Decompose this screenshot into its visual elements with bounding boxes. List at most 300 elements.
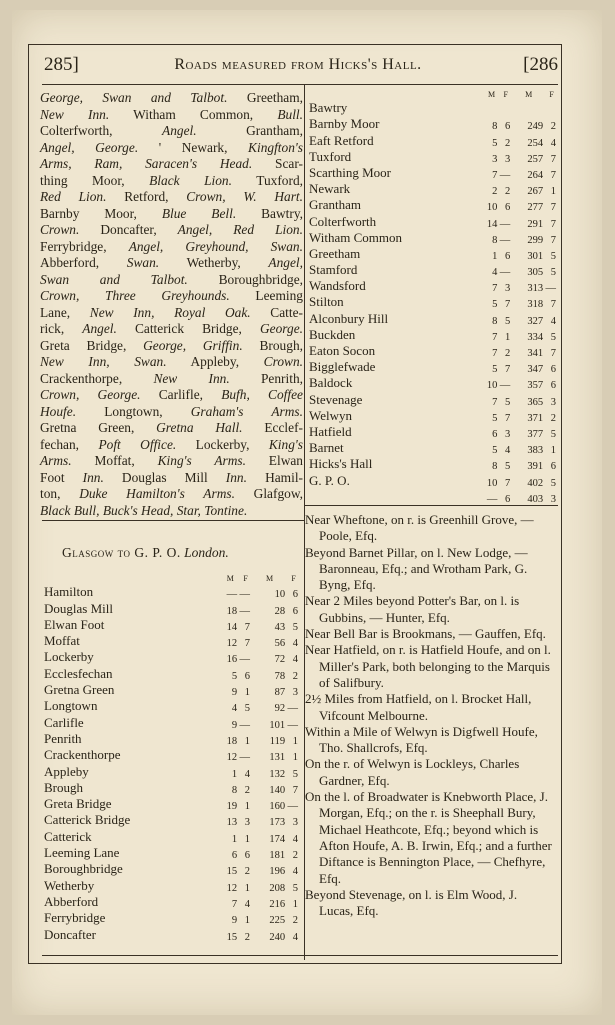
distance-value: 2 (504, 186, 511, 198)
distance-value: 4 (231, 703, 238, 715)
distance-value: 5 (492, 364, 498, 376)
distance-value: — (226, 589, 238, 601)
table-row (309, 181, 558, 197)
seat-note: 2½ Miles from Hatfield, on l. Brocket Hall, Vifcount Melbourne. (305, 691, 532, 723)
distance-value: 403 (527, 493, 544, 505)
inns-text: Swan and Talbot. (40, 271, 188, 287)
inns-text: Carlifle, (140, 387, 222, 402)
column-header: M (525, 89, 533, 99)
table-row (44, 584, 300, 600)
distance-value: 5 (504, 315, 511, 327)
distance-value: 264 (527, 169, 544, 181)
inns-line (40, 222, 303, 239)
distance-value: 18 (226, 605, 238, 617)
column-header: M (488, 89, 496, 99)
distance-value: 2 (244, 931, 250, 943)
inns-text: Kingfton's (248, 139, 303, 155)
table-row (309, 424, 558, 440)
table-row (309, 343, 558, 359)
table-row (44, 796, 300, 812)
place-name: Witham Common (309, 229, 402, 245)
distance-value: 7 (504, 364, 511, 376)
distance-value: 299 (527, 234, 544, 246)
distance-value: 208 (269, 882, 286, 894)
table-row (44, 763, 300, 779)
distance-value: 257 (527, 153, 544, 165)
distance-value: 5 (550, 428, 556, 440)
distance-value: 3 (550, 396, 556, 408)
inns-text: George. (260, 321, 304, 336)
distance-value: 10 (486, 202, 498, 214)
inns-text: King's (268, 436, 303, 452)
distance-value: — (287, 703, 298, 715)
distance-value: 5 (492, 137, 498, 149)
table-row (309, 116, 558, 132)
place-name: Catterick Bridge (44, 812, 131, 828)
inns-text: Blue Bell. (161, 205, 237, 221)
distance-value: 5 (504, 461, 511, 473)
inns-text: Inn. (82, 469, 104, 485)
inns-text: Angel. (162, 123, 197, 138)
distance-value: 2 (244, 866, 250, 878)
inns-line (40, 173, 303, 190)
distance-value: 7 (550, 153, 556, 165)
distance-value: 318 (527, 299, 544, 311)
distance-value: 3 (292, 817, 298, 829)
inns-line (40, 387, 303, 404)
inns-text: George, Griffin. (143, 337, 243, 353)
distance-value: 301 (527, 250, 544, 262)
place-name: Leeming Lane (44, 845, 120, 861)
distance-value: 72 (274, 654, 286, 666)
inns-text: Arms, Ram, Saracen's Head. (40, 156, 253, 171)
distance-value: 7 (550, 299, 556, 311)
distance-value (499, 100, 512, 116)
table-row (44, 633, 300, 649)
distance-value: 1 (492, 250, 498, 262)
distance-value: 131 (269, 752, 286, 764)
distance-value: — (499, 234, 511, 246)
distance-value: 181 (269, 850, 286, 862)
inns-text: Foot (40, 469, 83, 485)
distance-value: 1 (231, 833, 238, 845)
inns-text: Glafgow, (234, 486, 303, 501)
distance-value: 173 (269, 817, 286, 829)
seat-note: Beyond Stevenage, on l. is Elm Wood, J. Lucas, Efq. (305, 886, 518, 919)
distance-value: 6 (244, 670, 250, 682)
inns-text: Black Bull, Buck's Head, Star, Tontine. (40, 502, 248, 518)
distance-value: 2 (292, 850, 298, 862)
distance-value: 119 (269, 735, 286, 747)
inns-text: Douglas Mill (103, 469, 226, 485)
inns-text: Brough, (242, 337, 303, 353)
inns-line (40, 354, 303, 371)
page-number-left: 285] (44, 54, 79, 75)
place-name: Newark (309, 181, 351, 197)
distance-value: 4 (292, 654, 298, 666)
distance-value: 3 (244, 817, 250, 829)
seats-notes (305, 512, 553, 919)
place-name: Catterick (44, 828, 92, 844)
distance-value: — (499, 169, 511, 181)
table-row (309, 294, 558, 310)
seat-note: Near Wheftone, on r. is Greenhill Grove, — Poole, Efq. (305, 512, 534, 544)
distance-value: 8 (231, 784, 238, 796)
inns-text: Angel, George. (40, 139, 139, 155)
inns-line (40, 470, 303, 487)
header-rule (42, 84, 558, 85)
inns-text: Gretna Green, (40, 420, 157, 435)
distance-value: 15 (226, 866, 238, 878)
inns-text: Retford, (106, 189, 187, 204)
distance-value: 6 (504, 493, 511, 505)
distance-value: 327 (527, 315, 544, 327)
table-row (309, 310, 558, 326)
distance-value: 313 (527, 283, 544, 295)
inns-text: Ferrybridge, (40, 238, 129, 254)
distance-value: 87 (274, 687, 286, 699)
place-name: Ferrybridge (44, 910, 106, 926)
column-header: F (503, 89, 508, 99)
distance-value: 5 (492, 445, 498, 457)
table-row (309, 230, 558, 246)
distance-value: 7 (231, 898, 238, 910)
table-header-row (44, 572, 300, 584)
inns-text: Boroughbridge, (187, 271, 303, 287)
distance-value: 1 (292, 735, 298, 747)
inns-text: Hamil- (246, 469, 303, 485)
distance-value: 2 (550, 121, 556, 133)
inns-line (40, 140, 303, 157)
place-name: Hamilton (44, 584, 94, 600)
distance-value: 4 (292, 833, 298, 845)
table-row (309, 408, 558, 424)
place-name: Douglas Mill (44, 600, 113, 616)
place-name: Ecclesfechan (44, 665, 113, 681)
table-row (44, 780, 300, 796)
place-name: Boroughbridge (44, 861, 123, 877)
inns-line (40, 404, 303, 421)
inns-text: Witham Common, (109, 106, 278, 122)
column-header: F (291, 573, 296, 583)
distance-value: 92 (274, 703, 286, 715)
distance-value: 347 (527, 364, 544, 376)
place-name: Lockerby (44, 649, 94, 665)
distance-value: 7 (244, 621, 250, 633)
distance-value: 1 (244, 735, 250, 747)
distance-value: 334 (527, 331, 544, 343)
distance-value: 19 (226, 801, 238, 813)
place-name: Greta Bridge (44, 796, 112, 812)
inns-line (40, 189, 303, 206)
distance-value: 4 (292, 638, 298, 650)
distance-value: 291 (527, 218, 544, 230)
seat-note: Near Hatfield, on r. is Hatfield Houfe, and on l. Miller's Park, both belonging to the Marquis of Salifbury. (305, 642, 551, 690)
distance-value: 225 (269, 915, 286, 927)
inns-text: Bufh, Coffee (221, 387, 303, 402)
table-row (309, 391, 558, 407)
inns-text: Crown. (263, 354, 303, 369)
inns-text: Angel, Red Lion. (177, 222, 303, 237)
inns-text: Houfe. (40, 403, 77, 419)
distance-value: 7 (492, 396, 498, 408)
table-row (44, 877, 300, 893)
place-name: Brough (44, 779, 83, 795)
place-name: Barnet (309, 440, 344, 456)
distance-value: 383 (527, 445, 544, 457)
inns-text: ton, (40, 486, 80, 501)
distance-value: — (239, 589, 250, 601)
table-row (309, 456, 558, 472)
inns-text: New Inn. (153, 370, 230, 386)
inns-text: Bawtry, (236, 205, 303, 221)
inns-text: Tuxford, (231, 172, 303, 188)
distance-value: 6 (550, 364, 556, 376)
seat-note: On the l. of Broadwater is Knebworth Place, J. Morgan, Efq.; on the r. is Sheephall Bury, Michael Heathcote, Efq.; beyond which is Afton Houfe, A. B. Irwin, Efq.; and a further Diftance is Bennington Place, — Chefhyre, Efq. (305, 789, 552, 886)
inns-text: George, Swan and Talbot. (40, 90, 228, 105)
place-name: Stevenage (309, 391, 363, 407)
inns-text: Catterick Bridge, (116, 321, 260, 336)
table-row (44, 926, 300, 942)
table-row (44, 845, 300, 861)
distance-value: 7 (492, 348, 498, 359)
place-name: Alconbury Hill (309, 310, 389, 326)
section-rule (42, 520, 304, 521)
distance-value: 13 (226, 817, 238, 829)
inns-text: Barnby Moor, (40, 205, 162, 221)
distance-value: 160 (269, 801, 286, 813)
inns-text: Moffat, (71, 453, 158, 468)
table-row (44, 828, 300, 844)
distance-value: 1 (292, 752, 298, 764)
inns-text: Inn. (225, 469, 247, 485)
distance-value: 14 (226, 621, 238, 633)
distance-value: 5 (292, 768, 298, 780)
inns-line (40, 371, 303, 388)
place-name: Hicks's Hall (309, 456, 373, 472)
distance-value: 6 (244, 850, 250, 862)
distance-value: 7 (550, 202, 556, 214)
distance-value: 391 (527, 461, 544, 473)
place-name: Gretna Green (44, 682, 115, 698)
inns-line (40, 123, 303, 140)
distance-value: 3 (504, 428, 511, 440)
distance-value: 254 (527, 137, 544, 149)
distance-value: 7 (504, 477, 511, 489)
inns-text: Arms. (40, 453, 72, 468)
inns-text: Doncafter, (79, 222, 178, 237)
distance-value: 10 (274, 589, 286, 601)
inns-line (40, 437, 303, 454)
distance-value (484, 100, 499, 116)
seat-note: Near 2 Miles beyond Potter's Bar, on l. is Gubbins, — Hunter, Efq. (305, 593, 520, 625)
distance-value: 7 (504, 412, 511, 424)
distance-value: 5 (244, 703, 250, 715)
column-header: M (226, 573, 234, 583)
place-name: Longtown (44, 698, 98, 714)
distance-value: 4 (292, 866, 298, 878)
table-row (44, 747, 300, 763)
distance-value: 3 (504, 283, 511, 295)
distance-value: 7 (550, 169, 556, 181)
distance-value: 277 (527, 202, 544, 214)
distance-value: 132 (269, 768, 286, 780)
table-row (309, 165, 558, 181)
distance-value: 5 (292, 621, 298, 633)
inns-text: Longtown, (76, 403, 191, 419)
table-row (44, 649, 300, 665)
table-row (44, 910, 300, 926)
inns-text: Graham's Arms. (190, 403, 303, 419)
place-name: Wandsford (309, 278, 366, 294)
distance-value: 7 (244, 638, 250, 650)
distance-value: 15 (226, 931, 238, 943)
column-header: F (549, 89, 554, 99)
distance-value: 7 (492, 169, 498, 181)
inns-text: Gretna Hall. (156, 420, 243, 435)
distance-value: 1 (244, 882, 250, 894)
seat-note: Beyond Barnet Pillar, on l. New Lodge, — Baronneau, Efq.; and Wrotham Park, G. Byng, Efq. (305, 544, 528, 593)
inns-text: Abberford, (40, 255, 127, 270)
distance-value (512, 100, 545, 116)
page-number-right: [286 (523, 54, 558, 75)
inns-text: Bull. (277, 106, 303, 122)
distance-value: 5 (550, 250, 556, 262)
inns-line (40, 288, 303, 305)
inns-text: Crown, Three Greyhounds. (40, 288, 230, 303)
inns-text: Ecclef- (242, 420, 303, 435)
distance-value: 174 (269, 833, 286, 845)
distance-value: 249 (527, 121, 544, 133)
place-name: Abberford (44, 893, 99, 909)
inns-text: Swan. (126, 255, 160, 270)
place-name (309, 489, 484, 505)
inns-line (40, 90, 303, 107)
distance-value: 18 (226, 735, 238, 747)
distance-value: 7 (550, 218, 556, 230)
distance-value: — (499, 267, 511, 279)
seat-note: Near Bell Bar is Brookmans, — Gauffen, Efq. (305, 626, 546, 642)
table-row (44, 714, 300, 730)
glasgow-section-title: Glasgow to G. P. O. London. (62, 545, 229, 560)
distance-value: 1 (231, 768, 238, 780)
distance-value: 1 (550, 445, 556, 457)
distance-value: 4 (492, 267, 498, 279)
inns-text: Appleby, (166, 354, 264, 369)
distance-value: 6 (504, 250, 511, 262)
distance-value: 6 (550, 461, 556, 473)
distance-value: 9 (231, 687, 238, 699)
distance-value: 357 (527, 380, 544, 392)
distance-value: 7 (550, 348, 556, 359)
distance-value: 101 (269, 719, 286, 731)
page-title: Roads measured from Hicks's Hall. (174, 56, 422, 73)
distance-value: 7 (504, 299, 511, 311)
table-row (309, 375, 558, 391)
distance-value: 4 (504, 445, 511, 457)
table-row (309, 100, 558, 116)
place-name: Colterfworth (309, 213, 377, 229)
distance-value: 6 (492, 428, 498, 440)
distance-value: 2 (550, 412, 556, 424)
inns-text: Angel, Greyhound, Swan. (128, 238, 303, 254)
distance-value: 4 (550, 315, 556, 327)
distance-value: 8 (492, 315, 498, 327)
distance-value: 7 (292, 784, 298, 796)
distance-value: — (287, 801, 298, 813)
distance-value: 6 (231, 850, 238, 862)
distance-value: 365 (527, 396, 544, 408)
inns-text: New Inn, Royal Oak. (89, 304, 251, 320)
inns-line (40, 486, 303, 503)
distance-value: 341 (527, 348, 544, 359)
distance-value: 5 (550, 477, 556, 489)
place-name: Barnby Moor (309, 116, 380, 132)
table-row (309, 489, 558, 505)
table-row (44, 617, 300, 633)
inns-text: Penrith, (229, 370, 303, 386)
table-row (309, 278, 558, 294)
place-name: Eaft Retford (309, 132, 374, 148)
table-row (44, 682, 300, 698)
table-row (309, 132, 558, 148)
table-row (309, 327, 558, 343)
distance-value: 2 (504, 137, 511, 149)
place-name: Crackenthorpe (44, 747, 121, 763)
place-name: Wetherby (44, 877, 95, 893)
distance-value: 43 (274, 621, 286, 633)
distance-value: 7 (550, 234, 556, 246)
inns-text: thing Moor, (40, 172, 150, 188)
place-name: Welwyn (309, 407, 352, 423)
distance-value: 4 (292, 931, 298, 943)
distance-value: 216 (269, 898, 286, 910)
distance-value: 12 (226, 882, 238, 894)
place-name: G. P. O. (309, 472, 350, 488)
inns-line (40, 453, 303, 470)
place-name: Hatfield (309, 423, 352, 439)
distance-value: 6 (504, 202, 511, 214)
distance-value: 9 (231, 915, 238, 927)
inns-text: rick, (40, 321, 83, 336)
table-row (44, 665, 300, 681)
table-header-row (309, 88, 558, 100)
inns-paragraph (40, 90, 303, 519)
distance-value: 1 (244, 915, 250, 927)
inns-text: Crown, George. (40, 387, 141, 402)
inns-line (40, 503, 303, 520)
distance-value: 7 (492, 283, 498, 295)
inns-text: Crackenthorpe, (40, 370, 154, 386)
inns-line (40, 107, 303, 124)
distance-value: 3 (292, 687, 298, 699)
distance-value: 5 (292, 882, 298, 894)
place-name: Moffat (44, 633, 80, 649)
distance-value: 1 (550, 186, 556, 198)
distance-value: 7 (492, 331, 498, 343)
distance-value: — (239, 752, 250, 764)
distance-value: 6 (292, 605, 298, 617)
distance-table-glasgow (44, 572, 300, 943)
place-name: Bawtry (309, 100, 348, 116)
distance-value: 4 (550, 137, 556, 149)
distance-value: 10 (486, 477, 498, 489)
distance-value: 3 (550, 493, 556, 505)
table-row (44, 600, 300, 616)
place-name: Grantham (309, 197, 361, 213)
header-blank (309, 88, 484, 100)
right-table-bottom-rule (304, 505, 558, 506)
